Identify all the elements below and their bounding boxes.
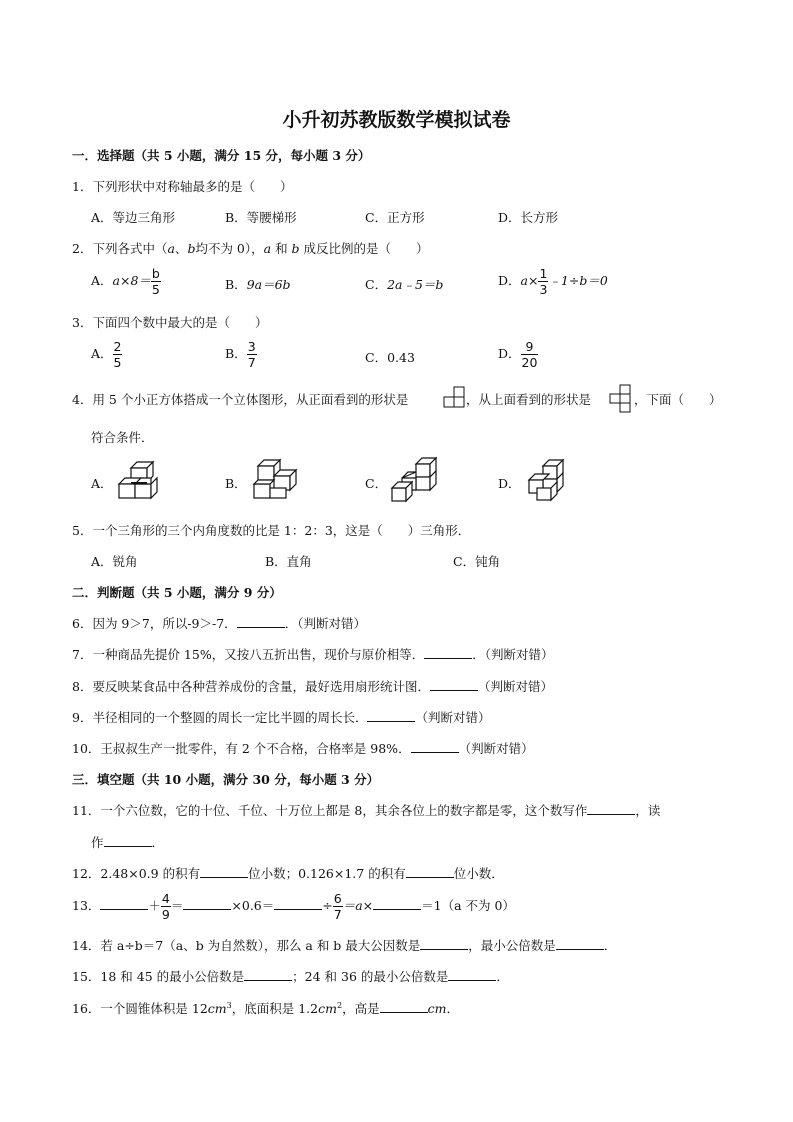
question-8: 8．要反映某食品中各种营养成份的含量，最好选用扇形统计图． （判断对错） bbox=[72, 679, 553, 694]
question-7: 7．一种商品先提价 15%，又按八五折出售，现价与原价相等． ．（判断对错） bbox=[72, 647, 554, 662]
question-1-stem: 1．下列形状中对称轴最多的是（ ） bbox=[72, 179, 293, 194]
answer-blank[interactable] bbox=[183, 897, 231, 910]
q1-option-c: C．正方形 bbox=[365, 210, 425, 225]
section-heading-choice: 一．选择题（共 5 小题，满分 15 分，每小题 3 分） bbox=[72, 148, 371, 163]
question-6: 6．因为 9＞7，所以-9＞-7． ．（判断对错） bbox=[72, 616, 366, 631]
answer-blank[interactable] bbox=[587, 802, 635, 815]
question-13: 13． ＋ $\frac{4}{9}$ ＝ ×0.6＝ ÷ $\frac{6}{7}$ ＝a× ＝1（a 不为 0） bbox=[72, 891, 515, 922]
q3-option-a: A． $\frac{2}{5}$ bbox=[91, 339, 122, 370]
question-14: 14．若 a÷b＝7（a、b 为自然数），那么 a 和 b 最大公因数是 ，最小公倍数是 ． bbox=[72, 938, 617, 953]
page-title: 小升初苏教版数学模拟试卷 bbox=[282, 109, 511, 131]
q4-option-b-cubes-icon bbox=[252, 458, 300, 502]
answer-blank[interactable] bbox=[200, 865, 248, 878]
q3-option-c: C．0.43 bbox=[365, 350, 415, 365]
question-2-stem: 2．下列各式中（a、b均不为 0），a 和 b 成反比例的是（ ） bbox=[72, 241, 429, 256]
top-view-icon bbox=[608, 384, 632, 414]
answer-blank[interactable] bbox=[237, 615, 285, 628]
question-5-stem: 5．一个三角形的三个内角度数的比是 1：2：3，这是（ ）三角形． bbox=[72, 523, 471, 538]
q3-option-b: B． $\frac{3}{7}$ bbox=[225, 339, 256, 370]
q4-option-c-label: C． bbox=[365, 476, 388, 491]
question-10: 10．王叔叔生产一批零件，有 2 个不合格，合格率是 98%． （判断对错） bbox=[72, 741, 534, 756]
q5-option-b: B．直角 bbox=[265, 554, 312, 569]
question-4-stem-part1: 4．用 5 个小正方体搭成一个立体图形，从正面看到的形状是 bbox=[72, 392, 409, 407]
q1-option-b: B．等腰梯形 bbox=[225, 210, 297, 225]
question-4-stem-part2: ，从上面看到的形状是 bbox=[466, 392, 592, 407]
question-11-line1: 11．一个六位数，它的十位、千位、十万位上都是 8，其余各位上的数字都是零，这个数写作 ，读 bbox=[72, 803, 661, 818]
answer-blank[interactable] bbox=[244, 968, 292, 981]
question-4-stem-part3: ，下面（ ） bbox=[634, 392, 722, 407]
answer-blank[interactable] bbox=[373, 897, 421, 910]
question-9: 9．半径相同的一个整圆的周长一定比半圆的周长长． （判断对错） bbox=[72, 710, 491, 725]
q4-option-d-cubes-icon bbox=[525, 458, 567, 504]
answer-blank[interactable] bbox=[420, 937, 468, 950]
section-heading-fill-blank: 三．填空题（共 10 小题，满分 30 分，每小题 3 分） bbox=[72, 772, 380, 787]
question-3-stem: 3．下面四个数中最大的是（ ） bbox=[72, 315, 268, 330]
question-12: 12．2.48×0.9 的积有 位小数；0.126×1.7 的积有 位小数． bbox=[72, 866, 504, 881]
answer-blank[interactable] bbox=[411, 740, 459, 753]
question-11-line2: 作 ． bbox=[91, 835, 165, 850]
q1-option-a: A．等边三角形 bbox=[91, 210, 176, 225]
q2-option-c: C．2a﹣5＝b bbox=[365, 277, 444, 292]
front-view-icon bbox=[443, 386, 465, 408]
q4-option-d-label: D． bbox=[498, 476, 521, 491]
answer-blank[interactable] bbox=[100, 897, 148, 910]
q2-option-a: A．a×8＝ $\frac{b}{5}$ bbox=[91, 266, 160, 297]
q5-option-a: A．锐角 bbox=[91, 554, 138, 569]
section-heading-judgement: 二．判断题（共 5 小题，满分 9 分） bbox=[72, 585, 282, 600]
answer-blank[interactable] bbox=[430, 678, 478, 691]
q3-option-d: D． $\frac{9}{20}$ bbox=[498, 339, 538, 370]
answer-blank[interactable] bbox=[367, 709, 415, 722]
answer-blank[interactable] bbox=[424, 646, 472, 659]
q1-option-d: D．长方形 bbox=[498, 210, 559, 225]
answer-blank[interactable] bbox=[380, 1000, 428, 1013]
q4-option-a-label: A． bbox=[91, 476, 113, 491]
q4-option-c-cubes-icon bbox=[390, 456, 438, 504]
answer-blank[interactable] bbox=[104, 834, 152, 847]
question-16: 16．一个圆锥体积是 $12cm^3$，底面积是 $1.2cm^2$，高是 cm． bbox=[72, 1000, 459, 1016]
answer-blank[interactable] bbox=[448, 968, 496, 981]
question-4-stem-line2: 符合条件． bbox=[91, 430, 154, 445]
q4-option-b-label: B． bbox=[225, 476, 247, 491]
answer-blank[interactable] bbox=[274, 897, 322, 910]
answer-blank[interactable] bbox=[556, 937, 604, 950]
fraction: $\frac{1}{3}$ bbox=[539, 266, 548, 297]
q2-option-b: B．9a＝6b bbox=[225, 277, 291, 292]
question-15: 15．18 和 45 的最小公倍数是 ；24 和 36 的最小公倍数是 ． bbox=[72, 969, 509, 984]
q2-option-d: D．a× $\frac{1}{3}$ ﹣1÷b＝0 bbox=[498, 266, 608, 297]
q4-option-a-cubes-icon bbox=[117, 460, 159, 502]
fraction: $\frac{b}{5}$ bbox=[151, 266, 160, 297]
q5-option-c: C．钝角 bbox=[453, 554, 501, 569]
answer-blank[interactable] bbox=[406, 865, 454, 878]
